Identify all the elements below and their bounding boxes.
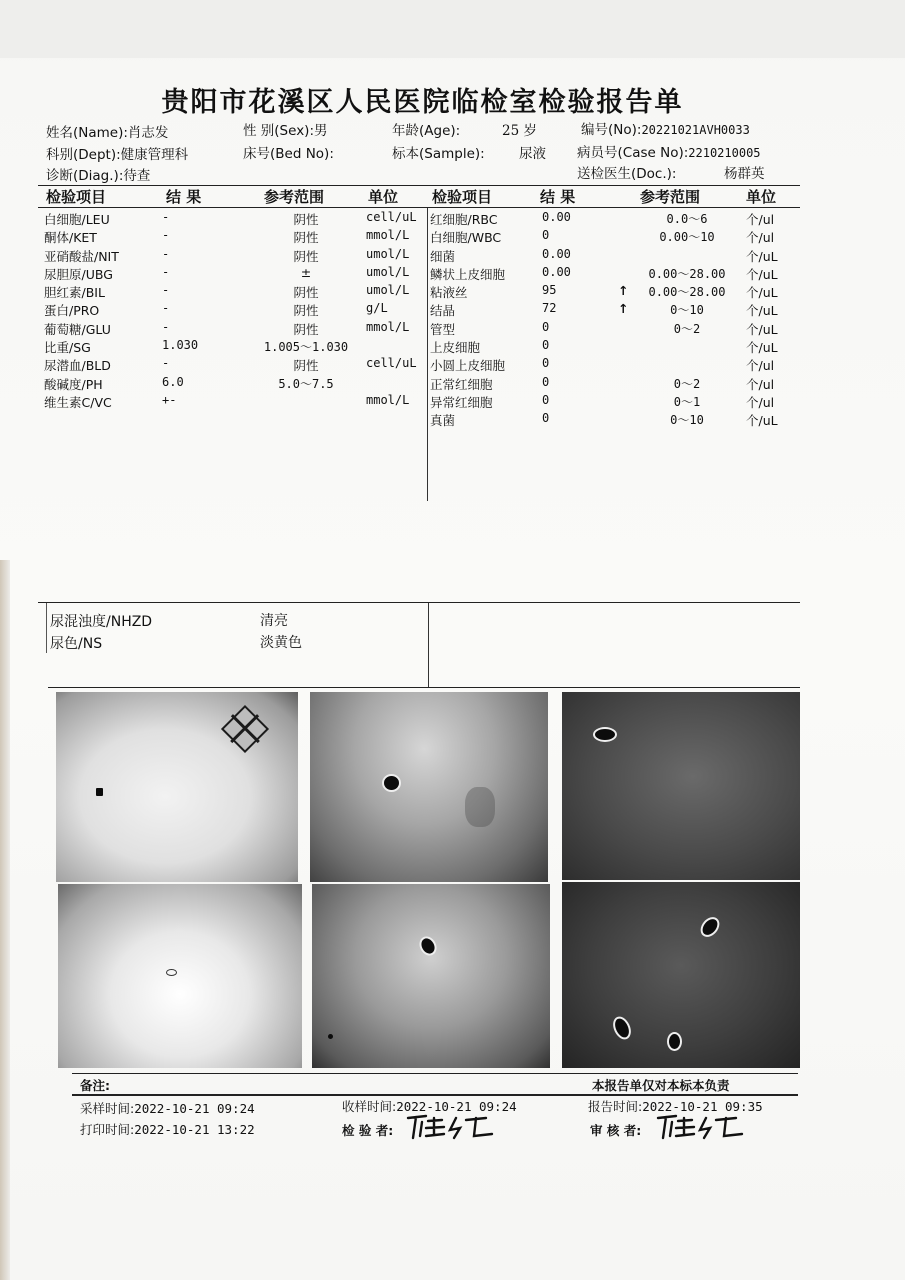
images-top-rule: [48, 687, 800, 688]
table-row: [38, 318, 426, 336]
col-unit-left: 单位: [368, 188, 399, 206]
item-unit: 个/uL: [746, 413, 778, 429]
item-unit: mmol/L: [366, 228, 410, 243]
table-row: [428, 226, 800, 244]
item-result: 1.030: [162, 338, 199, 353]
item-name: 葡萄糖/GLU: [44, 321, 111, 337]
table-row: [428, 336, 800, 354]
item-result: 0: [542, 392, 550, 407]
microscopy-image: [312, 884, 550, 1068]
remark-label: 备注:: [80, 1078, 110, 1093]
case-field: [577, 141, 761, 161]
table-row: [428, 299, 800, 317]
lower-divider: [428, 603, 429, 687]
table-row: [38, 336, 426, 354]
sample-label: 标本(Sample):: [392, 146, 485, 162]
item-range: 0.00～10: [659, 230, 715, 245]
table-row: [38, 299, 426, 317]
cell-particle: [416, 933, 440, 958]
item-range: 阴性: [293, 248, 319, 264]
age-label: 年龄(Age):: [392, 123, 461, 139]
table-row: [38, 354, 426, 372]
item-range: 0.00～28.00: [648, 285, 726, 300]
item-result: -: [162, 283, 170, 298]
item-name: 上皮细胞: [430, 340, 481, 356]
doc-label: 送检医生(Doc.):: [577, 166, 677, 182]
responsibility-note: 本报告单仅对本标本负责: [592, 1078, 730, 1093]
cell-particle: [697, 913, 723, 940]
col-result-right: 结 果: [540, 188, 576, 206]
item-unit: 个/ul: [746, 212, 775, 227]
item-unit: 个/ul: [746, 394, 775, 410]
reviewer-signature: [654, 1112, 746, 1142]
sample-field: [392, 142, 485, 162]
item-unit: umol/L: [366, 283, 410, 298]
left-results-table: [38, 208, 426, 409]
color-label: 尿色/NS: [50, 636, 103, 652]
item-unit: 个/uL: [746, 340, 778, 356]
cell-particle: [593, 727, 617, 742]
doc-field: [577, 162, 676, 182]
item-result: 0.00: [542, 246, 571, 261]
item-name: 红细胞/RBC: [430, 212, 498, 227]
turbidity-label: 尿混浊度/NHZD: [50, 614, 153, 630]
cell-particle: [166, 969, 177, 976]
name-value: 肖志发: [127, 125, 169, 141]
item-unit: umol/L: [366, 264, 410, 279]
item-name: 鳞状上皮细胞: [430, 266, 506, 282]
color-value: 淡黄色: [260, 635, 302, 651]
col-range-left: 参考范围: [264, 188, 325, 206]
receive-time-label: 收样时间:: [342, 1099, 397, 1114]
item-result: 72: [542, 301, 557, 316]
item-result: 95: [542, 283, 557, 298]
item-name: 维生素C/VC: [44, 394, 112, 410]
col-unit-right: 单位: [746, 188, 777, 206]
reviewer-label: 审 核 者:: [590, 1123, 642, 1138]
sediment-shadow: [465, 787, 495, 827]
lower-left-mark: [46, 603, 47, 653]
item-name: 比重/SG: [44, 340, 91, 356]
sample-time-value: 2022-10-21 09:24: [134, 1101, 255, 1116]
item-result: 0: [542, 356, 550, 371]
item-name: 异常红细胞: [430, 394, 493, 410]
no-value: 20221021AVH0033: [641, 123, 750, 137]
sample-time-field: [80, 1099, 255, 1117]
item-name: 尿胆原/UBG: [44, 266, 113, 282]
table-row: [38, 208, 426, 226]
item-name: 胆红素/BIL: [44, 285, 105, 301]
right-results-table: [428, 208, 800, 428]
age-field: [392, 119, 460, 139]
item-result: 0: [542, 411, 550, 426]
high-flag-icon: ↑: [618, 283, 629, 299]
paper-edge: [0, 560, 10, 1280]
microscopy-image: [562, 882, 800, 1068]
microscopy-image: [562, 692, 800, 880]
item-result: -: [162, 301, 170, 316]
item-range: 阴性: [293, 285, 319, 301]
cell-particle: [382, 774, 401, 792]
item-name: 尿潜血/BLD: [44, 358, 111, 374]
item-range: ±: [300, 264, 312, 280]
table-row: [38, 281, 426, 299]
receive-time-value: 2022-10-21 09:24: [396, 1099, 517, 1114]
report-title: 贵阳市花溪区人民医院临检室检验报告单: [161, 87, 684, 118]
table-row: [38, 373, 426, 391]
print-time-value: 2022-10-21 13:22: [134, 1122, 255, 1137]
item-result: 0: [542, 319, 550, 334]
case-value: 2210210005: [688, 146, 761, 160]
print-time-field: [80, 1120, 255, 1138]
item-range: 阴性: [293, 303, 319, 319]
table-row: [38, 263, 426, 281]
item-unit: 个/ul: [746, 358, 775, 374]
table-row: [38, 245, 426, 263]
item-result: 0.00: [542, 210, 571, 224]
item-range: 阴性: [293, 230, 319, 246]
tester-label: 检 验 者:: [342, 1123, 394, 1138]
item-name: 酮体/KET: [44, 230, 97, 246]
crystal-icon: [221, 705, 269, 753]
col-result-left: 结 果: [166, 188, 202, 206]
item-range: 0～10: [670, 303, 704, 318]
print-time-label: 打印时间:: [80, 1122, 135, 1137]
report-time-label: 报告时间:: [588, 1099, 643, 1114]
table-row: [428, 391, 800, 409]
col-item-left: 检验项目: [46, 188, 107, 206]
item-range: 0.00～28.00: [648, 266, 726, 281]
particle: [96, 788, 103, 796]
item-range: 阴性: [293, 358, 319, 374]
item-name: 白细胞/WBC: [430, 230, 502, 246]
item-range: 1.005～1.030: [263, 340, 349, 355]
item-name: 酸碱度/PH: [44, 376, 103, 392]
dept-field: [46, 143, 188, 163]
table-row: [428, 263, 800, 281]
table-row: [428, 208, 800, 226]
item-name: 粘液丝: [430, 285, 468, 301]
item-result: -: [162, 210, 170, 224]
cell-particle: [667, 1032, 682, 1051]
no-field: [581, 118, 750, 138]
sex-value: 男: [314, 123, 328, 139]
sample-value: 尿液: [519, 146, 546, 162]
item-name: 细菌: [430, 248, 456, 264]
microscopy-image: [56, 692, 298, 882]
dept-value: 健康管理科: [120, 147, 189, 163]
item-result: 0: [542, 228, 550, 243]
item-range: 阴性: [293, 212, 319, 227]
item-result: 6.0: [162, 374, 184, 389]
name-label: 姓名(Name):: [46, 125, 128, 141]
age-value: 25 岁: [502, 123, 537, 139]
col-range-right: 参考范围: [640, 188, 701, 206]
bed-label: 床号(Bed No):: [243, 146, 334, 162]
item-unit: 个/uL: [746, 266, 778, 282]
item-unit: 个/ul: [746, 376, 775, 392]
item-name: 管型: [430, 321, 456, 337]
diag-label: 诊断(Diag.):: [46, 168, 124, 184]
item-range: 0～2: [673, 321, 701, 336]
item-unit: 个/ul: [746, 230, 775, 246]
sex-field: [243, 119, 328, 139]
item-result: -: [162, 319, 170, 334]
remark-top-rule: [72, 1073, 798, 1074]
col-item-right: 检验项目: [432, 188, 493, 206]
item-range: 0～2: [673, 376, 701, 391]
table-row: [38, 226, 426, 244]
sample-time-label: 采样时间:: [80, 1101, 135, 1116]
doc-value: 杨群英: [724, 166, 765, 182]
item-name: 真菌: [430, 413, 456, 429]
item-result: 0.00: [542, 264, 571, 279]
item-unit: 个/uL: [746, 285, 778, 301]
item-result: +-: [162, 392, 177, 407]
table-row: [428, 373, 800, 391]
item-result: -: [162, 246, 170, 261]
item-unit: 个/uL: [746, 303, 778, 319]
item-unit: 个/uL: [746, 248, 778, 264]
microscopy-image: [310, 692, 548, 882]
diag-field: [46, 164, 150, 184]
microscopy-image: [58, 884, 302, 1068]
table-row: [428, 409, 800, 427]
high-flag-icon: ↑: [618, 301, 629, 317]
item-unit: 个/uL: [746, 321, 778, 337]
dept-label: 科别(Dept):: [46, 147, 121, 163]
case-label: 病员号(Case No):: [577, 145, 689, 161]
scan-border: [0, 0, 905, 58]
bed-field: [243, 142, 334, 162]
report-time-value: 2022-10-21 09:35: [642, 1099, 763, 1114]
item-unit: cell/uL: [366, 210, 417, 224]
item-name: 正常红细胞: [430, 376, 493, 392]
table-row: [428, 354, 800, 372]
item-range: 5.0～7.5: [278, 376, 334, 391]
item-result: 0: [542, 374, 550, 389]
item-result: -: [162, 228, 170, 243]
item-unit: g/L: [366, 301, 388, 316]
item-range: 0～1: [673, 394, 701, 409]
sex-label: 性 别(Sex):: [243, 123, 315, 139]
no-label: 编号(No):: [581, 122, 642, 138]
table-row: [428, 318, 800, 336]
item-range: 0.0～6: [666, 212, 708, 226]
footer-rule: [72, 1094, 798, 1096]
item-result: -: [162, 356, 170, 371]
item-unit: mmol/L: [366, 392, 410, 407]
table-row: [38, 391, 426, 409]
item-name: 结晶: [430, 303, 456, 319]
item-unit: umol/L: [366, 246, 410, 261]
item-range: 阴性: [293, 321, 319, 337]
table-row: [428, 281, 800, 299]
item-name: 亚硝酸盐/NIT: [44, 248, 119, 264]
tester-signature: [404, 1112, 496, 1142]
item-result: 0: [542, 338, 550, 353]
item-name: 蛋白/PRO: [44, 303, 100, 319]
particle: [328, 1034, 333, 1039]
item-unit: mmol/L: [366, 319, 410, 334]
item-name: 小圆上皮细胞: [430, 358, 506, 374]
item-name: 白细胞/LEU: [44, 212, 110, 227]
cell-particle: [610, 1014, 635, 1043]
diag-value: 待查: [123, 168, 151, 184]
turbidity-value: 清亮: [260, 613, 288, 629]
table-row: [428, 245, 800, 263]
item-unit: cell/uL: [366, 356, 417, 371]
name-field: [46, 121, 168, 141]
item-range: 0～10: [670, 413, 704, 428]
item-result: -: [162, 264, 170, 279]
lower-top-rule: [38, 602, 800, 603]
